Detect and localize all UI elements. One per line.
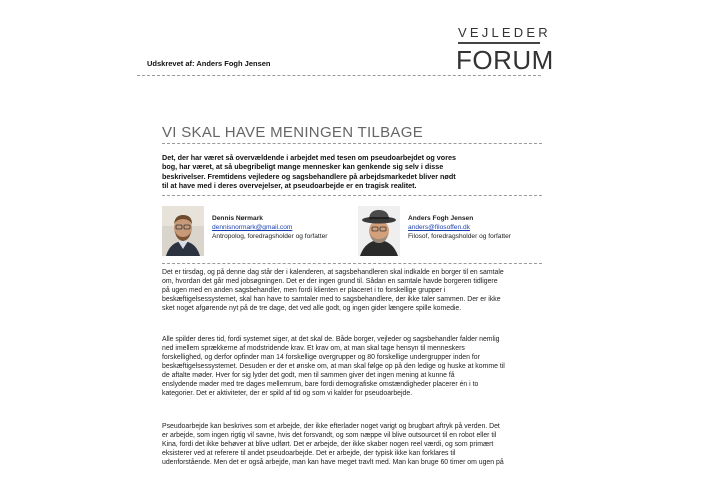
lead-line: bog, har været, at så ubegribeligt mange mennesker kan genkende sig selv i disse (162, 162, 444, 172)
transcribed-by: Udskrevet af: Anders Fogh Jensen (147, 59, 271, 68)
author-name: Anders Fogh Jensen (408, 215, 474, 222)
text-line: ned imellem sprækkerne af modstridende krav. Et krav om, at man skal tage hensyn til menneskers (162, 345, 465, 352)
author-email-link[interactable]: anders@filosoffen.dk (408, 224, 470, 231)
text-line: Pseudoarbejde kan beskrives som et arbejde, der ikke efterlader noget varigt og brugbart aftryk på verden. Det (162, 423, 500, 430)
lead-line: Det, der har været så overvældende i arbejdet med tesen om pseudoarbejdet og vores (162, 153, 456, 162)
lead-line: beskrivelser. Fremtidens vejledere og sagsbehandlere på arbejdsmarkedet bliver nødt (162, 171, 456, 181)
text-line: på ugen med en anden sagsbehandler, men fordi klienten er placeret i to forskellige grupper i (162, 287, 446, 294)
author-role: Antropolog, foredragsholder og forfatter (212, 233, 328, 240)
logo-main-text: FORUM (456, 45, 554, 75)
divider (162, 263, 542, 264)
lead-line: til at have med i deres overvejelser, at pseudoarbejde er en tragisk realitet. (162, 180, 417, 190)
text-line: kategorier. Det er aktiviteter, der er spild af tid og som vi kalder for pseudoarbejde. (162, 390, 413, 397)
body-paragraph-1 (162, 268, 546, 313)
author-photo-dennis (162, 206, 204, 256)
text-line: om, hvordan det går med jobsøgningen. Det er der ingen grund til. Sådan en samtale havde borgeren tidligere (162, 278, 498, 285)
author-photo-anders (358, 206, 400, 256)
body-paragraph-2 (162, 335, 546, 398)
divider (162, 143, 542, 144)
article-lead (162, 153, 546, 190)
text-line: er arbejde, som ingen rigtig vil savne, hvis det forsvandt, og som næppe vil blive outsourcet til en robot eller til (162, 432, 497, 439)
divider (162, 195, 542, 196)
author-anders (408, 214, 511, 241)
text-line: forskellighed, og derfor opfinder man 14 forskellige overgrupper og 80 forskellige undergrupper inden for (162, 354, 480, 361)
author-name: Dennis Nørmark (212, 215, 263, 222)
author-email-link[interactable]: dennisnormark@gmail.com (212, 224, 293, 231)
author-role: Filosof, foredragsholder og forfatter (408, 233, 511, 240)
text-line: eksisterer ved at referere til andet pseudoarbejde. Det er arbejde, der typisk ikke kan forklares til (162, 450, 456, 457)
text-line: Alle spilder deres tid, fordi systemet siger, at det skal de. Både borger, vejleder og sagsbehandler falder nemlig (162, 336, 500, 343)
text-line: Kina, fordi det ikke behøver at blive udført. Det er arbejde, der ikke skaber nogen reel værdi, og som primært (162, 441, 494, 448)
text-line: beskæftigelsessystemet. Desuden er der et ønske om, at man skal følge op på den ledige og huske at komme til (162, 363, 505, 370)
logo-top-text: VEJLEDER (458, 25, 551, 40)
logo-rule (458, 42, 540, 44)
body-paragraph-3 (162, 422, 546, 467)
text-line: Det er tirsdag, og på denne dag står der i kalenderen, at sagsbehandleren skal indkalde en borger til en samtale (162, 269, 504, 276)
text-line: udenforstående. Men det er også arbejde, man kan have meget travlt med. Man kan bruge 60 timer om ugen på (162, 459, 504, 466)
text-line: enslydende møder med tre dages mellemrum, bare fordi demografiske omstændigheder placerer én i to (162, 381, 479, 388)
author-dennis (212, 214, 327, 241)
article-title: VI SKAL HAVE MENINGEN TILBAGE (162, 124, 423, 141)
text-line: beskæftigelsessystemet, skal han have to samtaler med to sagsbehandlere, der ikke taler sammen. Der er ikke (162, 296, 501, 303)
divider (137, 75, 541, 76)
text-line: sket noget afgørende nyt på de tre dage, det ved alle godt, og ingen gider længere spille komedie. (162, 305, 462, 312)
text-line: de aftalte møder. Hver for sig lyder det godt, men til sammen giver det ingen mening at kunne få (162, 372, 455, 379)
